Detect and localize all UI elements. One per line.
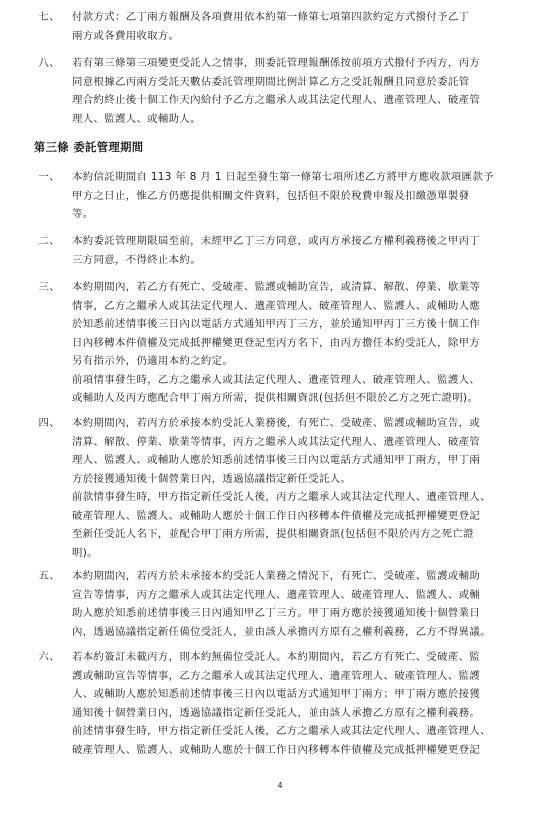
clause-line: 另有指示外，仍適用本約之約定。 xyxy=(72,355,234,367)
clause-line: 本約期間內，若乙方有死亡、受破產、監護或輔助宣告，或清算、解散、停業、歇業等 xyxy=(72,281,481,293)
clause-line: 本約委託管理期限屆至前，未經甲乙丁三方同意，或丙方承接乙方權利義務後之甲丙丁 xyxy=(72,235,481,247)
clause-line: 或輔助人及丙方應配合甲丁兩方所需，提供相關資訊(包括但不限於乙方之死亡證明)。 xyxy=(72,392,479,404)
clause-body xyxy=(72,567,542,641)
clause-line: 明)。 xyxy=(72,546,98,559)
clause-line: 情事，乙方之繼承人或其法定代理人、遺產管理人、破產管理人、監護人、或輔助人應 xyxy=(72,299,481,312)
clause-line: 等。 xyxy=(72,208,94,220)
clause-body xyxy=(72,414,542,562)
clause-body xyxy=(72,648,542,759)
clause-line: 理人、監護人、或輔助人。 xyxy=(72,112,201,125)
clause-line: 破產管理人、監護人、或輔助人應於十個工作日內移轉本件債權及完成抵押權變更登記 xyxy=(72,743,481,756)
clause-line: 若本約簽訂未載丙方，則本約無備位受託人。本約期間內，若乙方有死亡、受破產、監 xyxy=(72,651,481,663)
clause-line: 本約期間內，若丙方於未承接本約受託人業務之情況下，有死亡、受破產、監護或輔助 xyxy=(72,570,481,582)
clause-line: 同意根據乙丙兩方受託天數佔委託管理期間比例計算乙方之受託報酬且同意於委託管 xyxy=(72,75,470,88)
clause-body xyxy=(72,8,542,45)
clause-line: 理人、監護人、或輔助人應於知悉前述情事後三日內以電話方式通知甲丁兩方，甲丁兩 xyxy=(72,454,481,466)
clause-line: 前述情事發生時，甲方指定新任受託人後，乙方之繼承人或其法定代理人、遺產管理人、 xyxy=(72,725,491,737)
clause-number: 六、 xyxy=(38,651,60,663)
clause-line: 清算、解散、停業、歇業等情事，丙方之繼承人或其法定代理人、遺產管理人、破產管 xyxy=(72,435,481,448)
clause-body xyxy=(72,54,542,128)
clause-line: 內，透過協議指定新任備位受託人，並由該人承擔丙方原有之權利義務，乙方不得異議。 xyxy=(72,625,491,638)
clause-body xyxy=(72,278,542,408)
clause-line: 至新任受託人名下，並配合甲丁兩方所需，提供相關資訊(包括但不限於丙方之死亡證 xyxy=(72,528,474,540)
clause-number: 七、 xyxy=(38,11,60,23)
clause-line: 前款情事發生時，甲方指定新任受託人後，丙方之繼承人或其法定代理人、遺產管理人、 xyxy=(72,491,491,503)
clause-line: 人、或輔助人應於知悉前述情事後三日內以電話方式通知甲丁兩方；甲丁兩方應於接獲 xyxy=(72,688,481,700)
clause-body xyxy=(72,232,542,269)
clause-line: 兩方或各費用收取方。 xyxy=(72,29,180,42)
clause-line: 若有第三條第三項變更受託人之情事，則委託管理報酬係按前項方式撥付予丙方，丙方 xyxy=(72,57,481,69)
clause-line: 三方同意，不得終止本約。 xyxy=(72,253,201,266)
clause-line: 通知後十個營業日內，透過協議指定新任受託人，並由該人承擔乙方原有之權利義務。 xyxy=(72,706,481,719)
article-heading: 第三條 委託管理期間 xyxy=(34,141,144,154)
clause-line: 破產管理人、監護人、或輔助人應於十個工作日內移轉本件債權及完成抵押權變更登記 xyxy=(72,509,481,522)
clause-body xyxy=(72,168,542,224)
page-number: 4 xyxy=(277,780,283,790)
clause-line: 理合約終止後十個工作天內給付予乙方之繼承人或其法定代理人、遺產管理人、破產管 xyxy=(72,94,481,106)
clause-number: 四、 xyxy=(38,417,60,429)
clause-number: 一、 xyxy=(38,171,60,183)
clause-number: 三、 xyxy=(38,281,60,293)
clause-line: 宣告等情事，丙方之繼承人或其法定代理人、遺產管理人、破產管理人、監護人、或輔 xyxy=(72,588,481,601)
clause-line: 方於接獲通知後十個營業日內，透過協議指定新任受託人。 xyxy=(72,472,352,485)
clause-number: 八、 xyxy=(38,57,60,69)
clause-line: 助人應於知悉前述情事後三日內通知甲乙丁三方。甲丁兩方應於接獲通知後十個營業日 xyxy=(72,607,481,619)
clause-line: 付款方式：乙丁兩方報酬及各項費用依本約第一條第七項第四款約定方式撥付予乙丁 xyxy=(72,11,470,23)
clause-line: 日內移轉本件債權及完成抵押權變更登記至丙方名下，由丙方擔任本約受託人，除甲方 xyxy=(72,336,481,349)
clause-line: 甲方之日止，惟乙方仍應提供相關文件資料，包括但不限於稅費申報及扣繳憑單製發 xyxy=(72,189,470,202)
clause-line: 護或輔助宣告等情事，乙方之繼承人或其法定代理人、遺產管理人、破產管理人、監護 xyxy=(72,669,481,682)
clause-line: 本約期間內，若丙方於承接本約受託人業務後，有死亡、受破產、監護或輔助宣告，或 xyxy=(72,417,481,429)
clause-number: 二、 xyxy=(38,235,60,247)
clause-number: 五、 xyxy=(38,570,60,582)
clause-line: 本約信託期間自 113 年 8 月 1 日起至發生第一條第七項所述乙方將甲方應收款項匯款予 xyxy=(72,171,494,183)
clause-line: 前項情事發生時，乙方之繼承人或其法定代理人、遺產管理人、破產管理人、監護人、 xyxy=(72,373,481,386)
clause-line: 於知悉前述情事後三日內以電話方式通知甲丙丁三方，並於通知甲丙丁三方後十個工作 xyxy=(72,318,481,330)
